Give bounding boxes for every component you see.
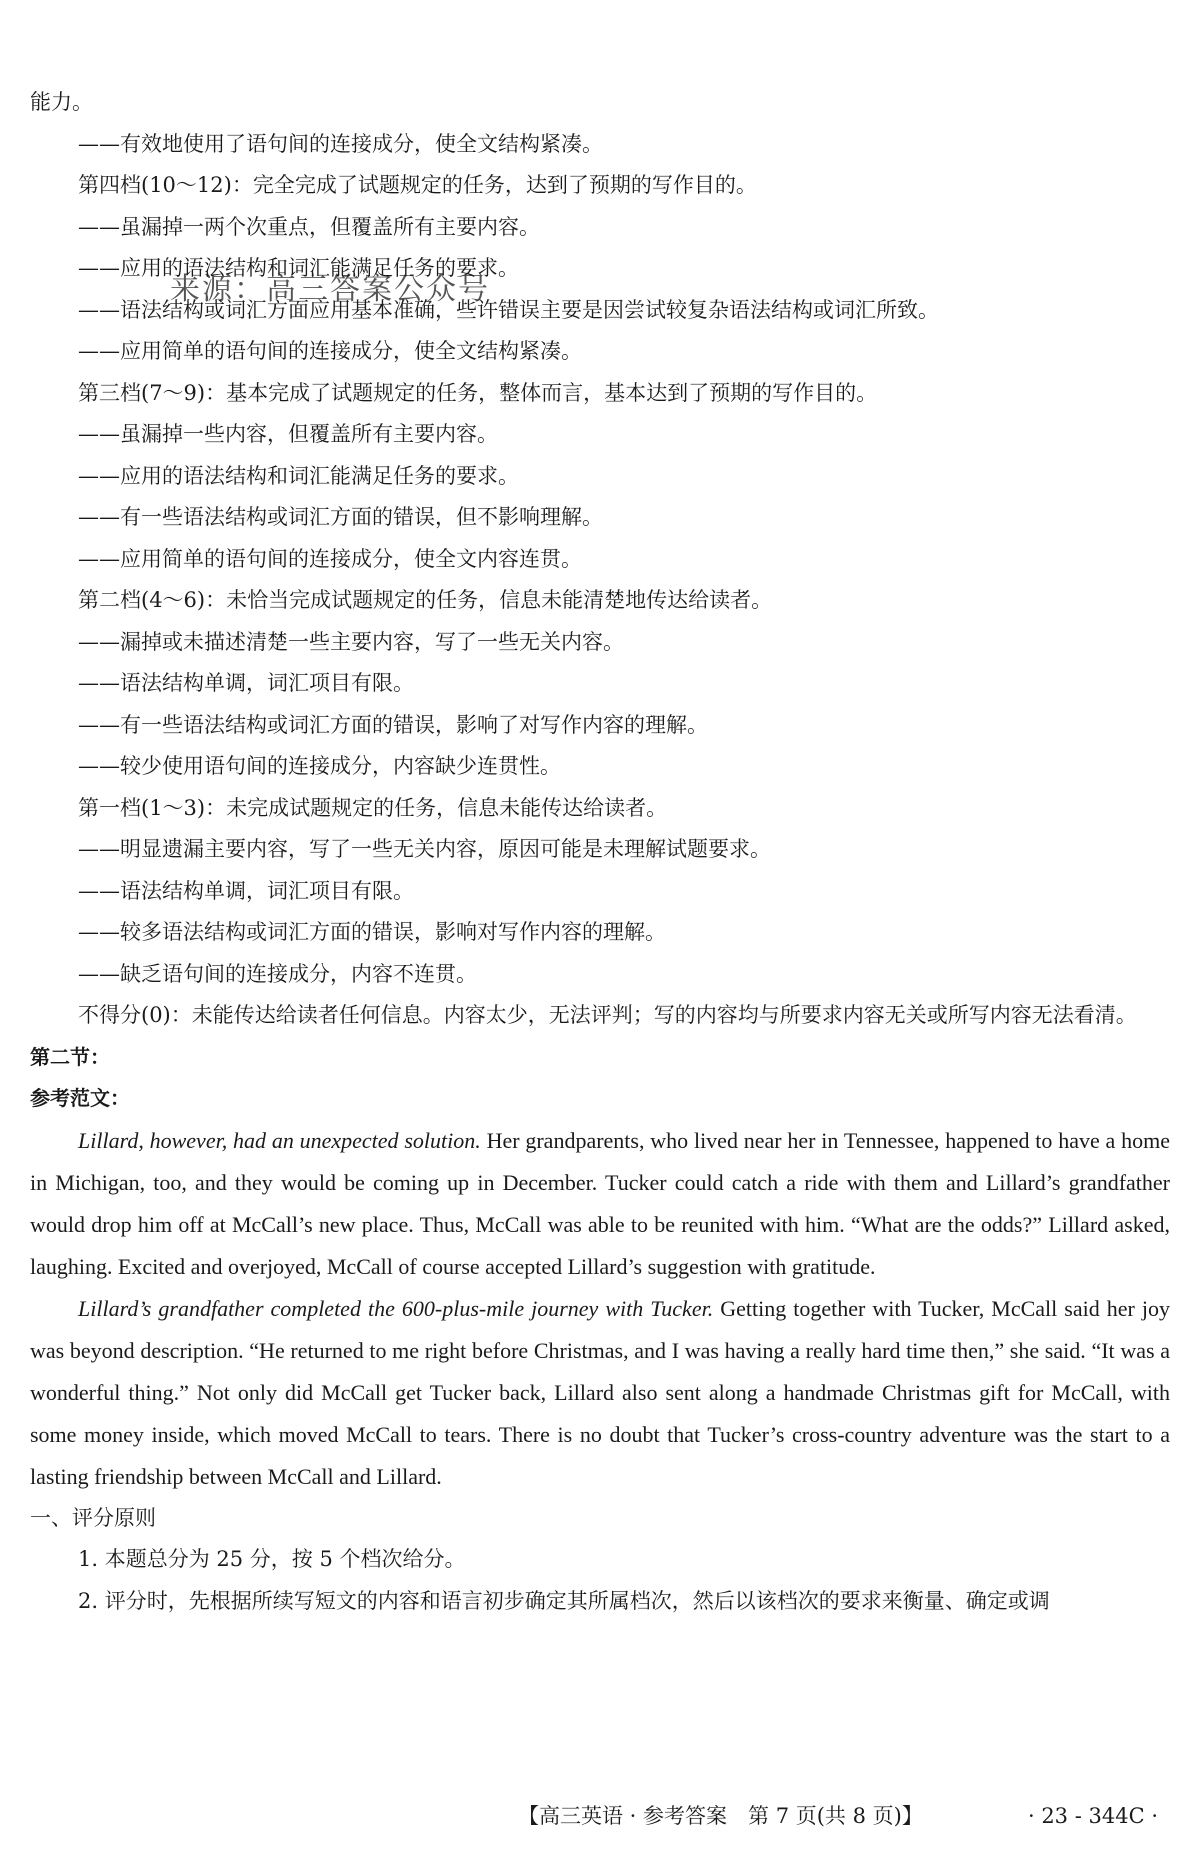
rubric-line: ——虽漏掉一些内容，但覆盖所有主要内容。 [78,422,498,446]
rubric-line: ——虽漏掉一两个次重点，但覆盖所有主要内容。 [78,214,540,239]
rubric-line: ——应用的语法结构和词汇能满足任务的要求。 [78,256,519,280]
essay-lead-1: Lillard, however, had an unexpected solution. [78,1127,481,1153]
rubric-line: ——较少使用语句间的连接成分，内容缺少连贯性。 [78,754,561,778]
rubric-line: ——应用简单的语句间的连接成分，使全文结构紧凑。 [78,339,582,363]
rubric-line: 第二档(4～6)：未恰当完成试题规定的任务，信息未能清楚地传达给读者。 [78,588,773,612]
rubric-line: ——较多语法结构或词汇方面的错误，影响对写作内容的理解。 [78,920,666,944]
grading-item-1: 1. 本题总分为 25 分，按 5 个档次给分。 [78,1547,466,1571]
grading-heading: 一、评分原则 [30,1505,156,1530]
rubric-line: ——语法结构单调，词汇项目有限。 [78,671,414,695]
rubric-line: ——有一些语法结构或词汇方面的错误，但不影响理解。 [78,505,603,529]
rubric-line: ——有一些语法结构或词汇方面的错误，影响了对写作内容的理解。 [78,712,708,737]
rubric-line: ——语法结构单调，词汇项目有限。 [78,878,414,903]
page-content [30,82,1170,1622]
essay-paragraph-2 [30,1288,1170,1498]
rubric-line: ——漏掉或未描述清楚一些主要内容，写了一些无关内容。 [78,629,624,654]
grading-item-2: 2. 评分时，先根据所续写短文的内容和语言初步确定其所属档次，然后以该档次的要求来衡量、确定或调 [78,1588,1050,1613]
sample-essay-heading: 参考范文： [30,1086,130,1110]
rubric-line: ——缺乏语句间的连接成分，内容不连贯。 [78,961,477,986]
rubric-line: ——明显遗漏主要内容，写了一些无关内容，原因可能是未理解试题要求。 [78,837,771,861]
footer-code: · 23 - 344C · [1027,1804,1158,1828]
essay-paragraph-1 [30,1120,1170,1288]
rubric-line: 第三档(7～9)：基本完成了试题规定的任务，整体而言，基本达到了预期的写作目的。 [78,380,878,405]
essay-body-1: Her grandparents, who lived near her in Tennessee, happened to have a home in Michigan, too, and they would be coming up in December. Tucker could catch a ride with them and Lillard’s grandfather would drop him off at McCall’s new place. Thus, McCall was able to be reunited with him. “What are the odds?” Lillard asked, laughing. Excited and overjoyed, McCall of course accepted Lillard’s suggestion with gratitude. [30,1127,1170,1279]
rubric-line: ——语法结构或词汇方面应用基本准确，些许错误主要是因尝试较复杂语法结构或词汇所致。 [78,297,939,322]
rubric-line: ——应用的语法结构和词汇能满足任务的要求。 [78,463,519,488]
rubric-line: ——应用简单的语句间的连接成分，使全文内容连贯。 [78,546,582,571]
footer-page-info: 【高三英语 · 参考答案 第 7 页(共 8 页)】 [518,1804,923,1828]
rubric-line: ——有效地使用了语句间的连接成分，使全文结构紧凑。 [78,131,603,156]
rubric-line: 第一档(1～3)：未完成试题规定的任务，信息未能传达给读者。 [78,795,668,820]
essay-body-2: Getting together with Tucker, McCall said her joy was beyond description. “He returned to me right before Christmas, and I was having a really hard time then,” she said. “It was a wonderful thing.” Not only did McCall get Tucker back, Lillard also sent along a handmade Christmas gift for McCall, with some money inside, which moved McCall to tears. There is no doubt that Tucker’s cross-country adventure was the start to a lasting friendship between McCall and Lillard. [30,1295,1170,1489]
essay-lead-2: Lillard’s grandfather completed the 600-plus-mile journey with Tucker. [78,1295,714,1321]
section-heading: 第二节： [30,1044,110,1069]
rubric-line: 能力。 [30,90,93,114]
rubric-lines [30,82,1170,995]
zero-score-text: 不得分(0)：未能传达给读者任何信息。内容太少，无法评判；写的内容均与所要求内容无关或所写内容无法看清。 [78,1003,1137,1027]
rubric-line: 第四档(10～12)：完全完成了试题规定的任务，达到了预期的写作目的。 [78,173,757,197]
watermark: 来源：高三答案公众号 [170,272,490,307]
